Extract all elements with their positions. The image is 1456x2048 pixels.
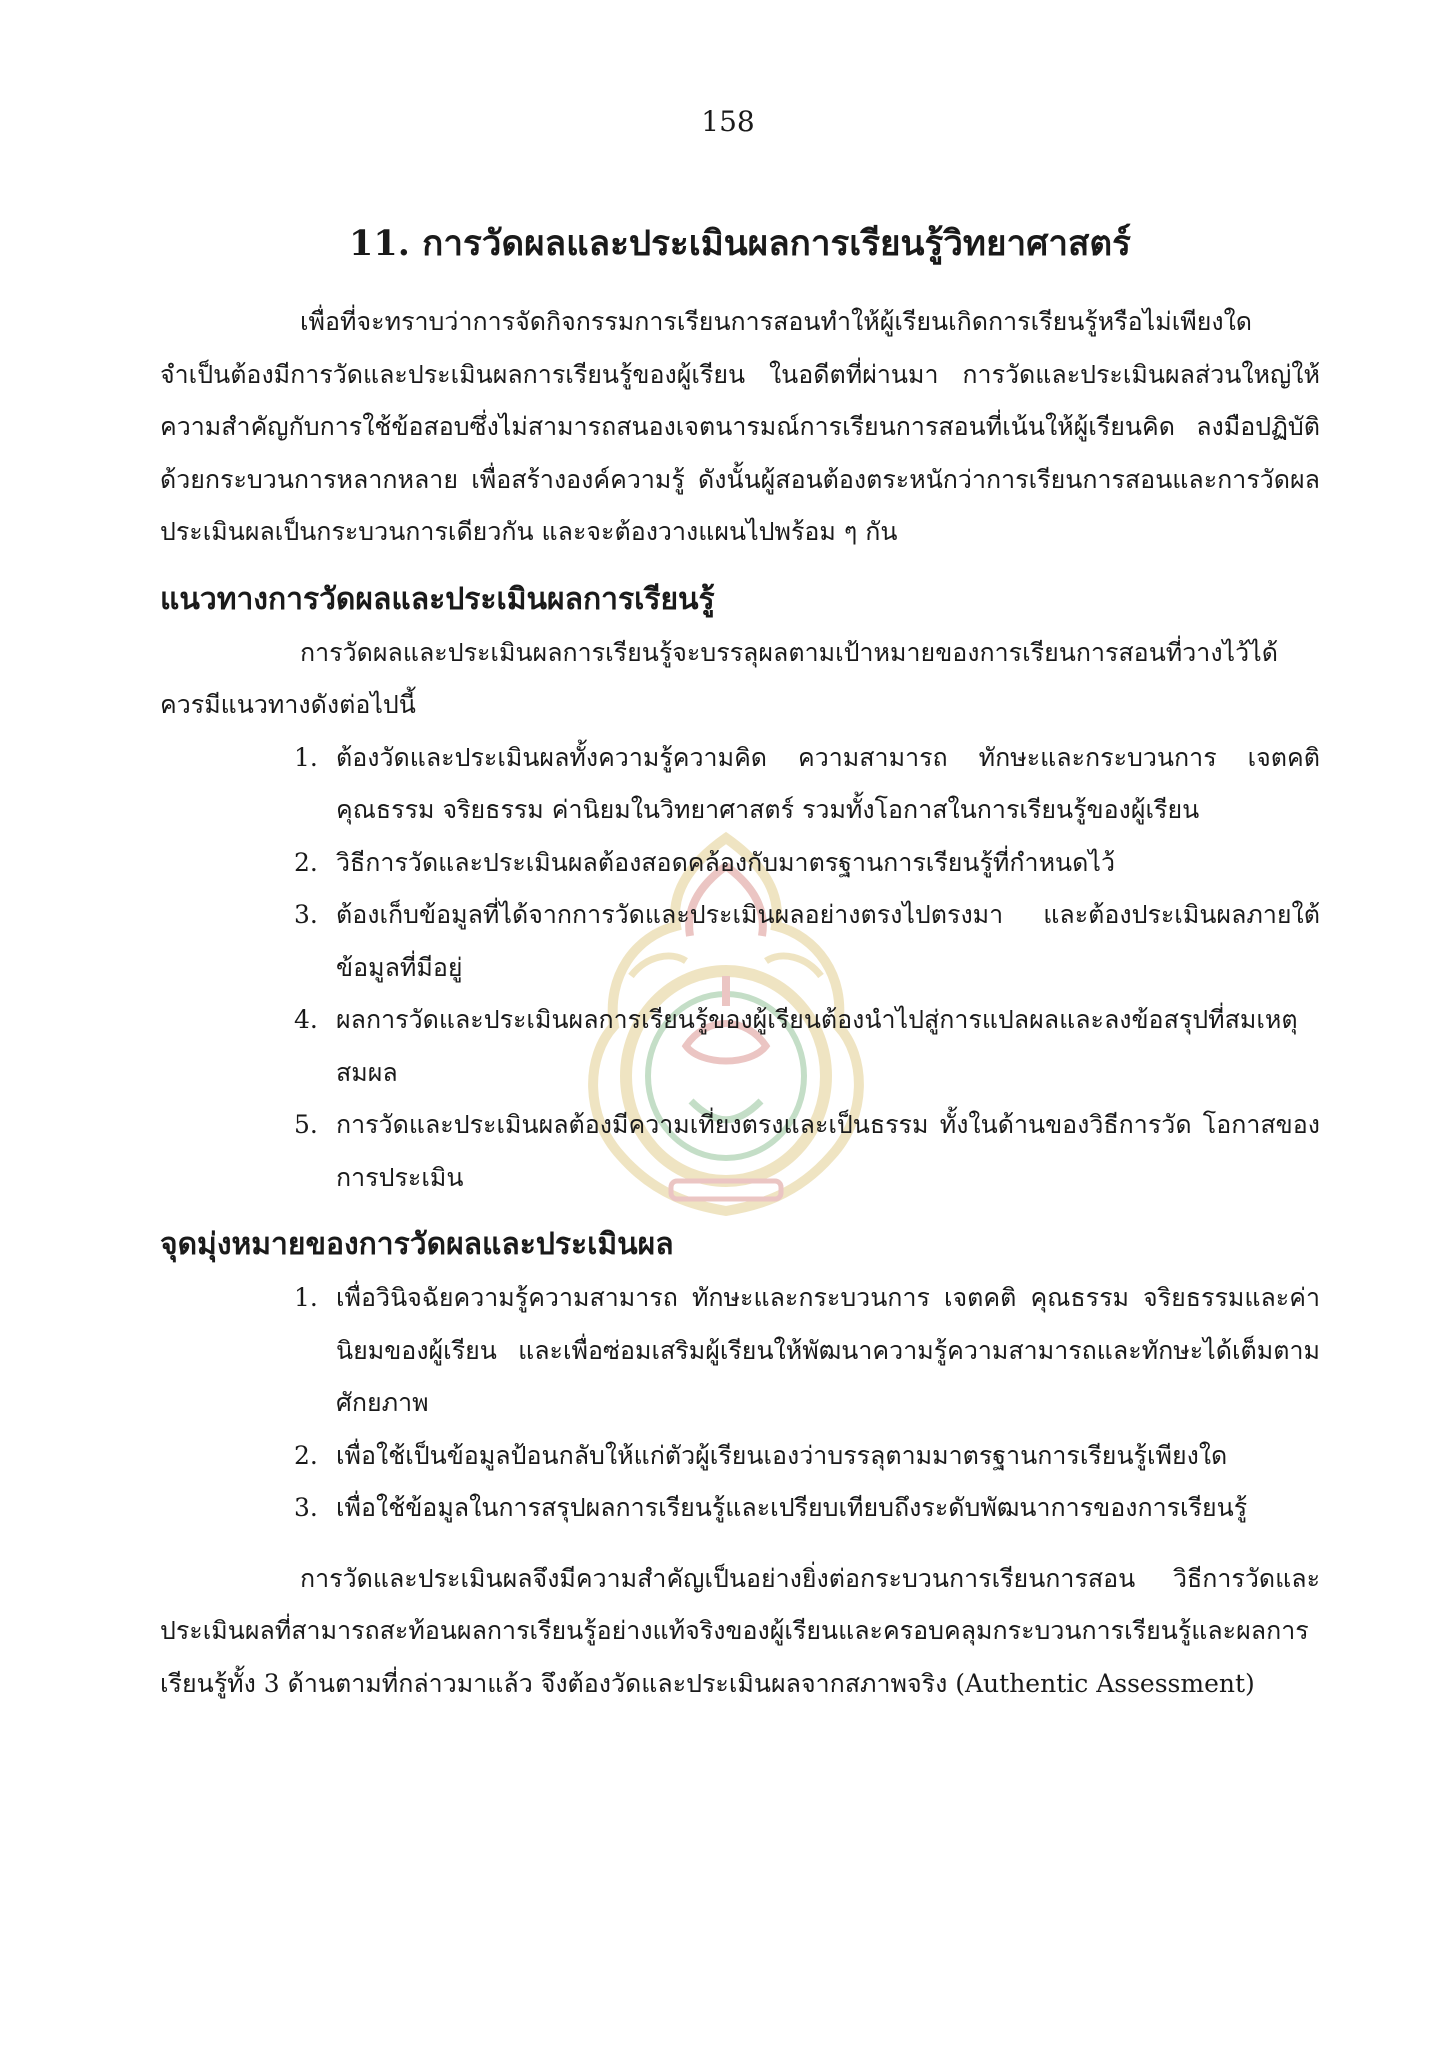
list-item: [294, 837, 1320, 890]
list-item: [294, 994, 1320, 1099]
list-item-text: เพื่อใช้เป็นข้อมูลป้อนกลับให้แก่ตัวผู้เรียนเองว่าบรรลุตามมาตรฐานการเรียนรู้เพียงใด: [336, 1440, 1228, 1470]
list-item-number: 2.: [294, 847, 318, 877]
list-item: [294, 1099, 1320, 1204]
list-item-text: เพื่อวินิจฉัยความรู้ความสามารถ ทักษะและกระบวนการ เจตคติ คุณธรรม จริยธรรมและค่านิยมของผู้เรียน และเพื่อซ่อมเสริมผู้เรียนให้พัฒนาความรู้ความสามารถและทักษะได้เต็มตามศักยภาพ: [336, 1283, 1320, 1417]
guidelines-intro-paragraph: การวัดผลและประเมินผลการเรียนรู้จะบรรลุผลตามเป้าหมายของการเรียนการสอนที่วางไว้ได้ ควรมีแนวทางดังต่อไปนี้: [160, 637, 1278, 719]
list-item-text: ต้องวัดและประเมินผลทั้งความรู้ความคิด ความสามารถ ทักษะและกระบวนการ เจตคติ คุณธรรม จริยธรรม ค่านิยมในวิทยาศาสตร์ รวมทั้งโอกาสในการเรียนรู้ของผู้เรียน: [336, 742, 1320, 824]
objectives-list: [160, 1272, 1320, 1535]
list-item-number: 3.: [294, 900, 318, 929]
list-item-text: ผลการวัดและประเมินผลการเรียนรู้ของผู้เรียนต้องนำไปสู่การแปลผลและลงข้อสรุปที่สมเหตุสมผล: [336, 1005, 1298, 1087]
list-item-text: การวัดและประเมินผลต้องมีความเที่ยงตรงและเป็นธรรม ทั้งในด้านของวิธีการวัด โอกาสของการประเมิน: [336, 1110, 1320, 1192]
objectives-heading: จุดมุ่งหมายของการวัดผลและประเมินผล: [160, 1227, 674, 1262]
intro-paragraph: เพื่อที่จะทราบว่าการจัดกิจกรรมการเรียนการสอนทำให้ผู้เรียนเกิดการเรียนรู้หรือไม่เพียงใด จำเป็นต้องมีการวัดและประเมินผลการเรียนรู้ของผู้เรียน ในอดีตที่ผ่านมา การวัดและประเมินผลส่วนใหญ่ให้ความสำคัญกับการใช้ข้อสอบซึ่งไม่สามารถสนองเจตนารมณ์การเรียนการสอนที่เน้นให้ผู้เรียนคิด ลงมือปฏิบัติด้วยกระบวนการหลากหลาย เพื่อสร้างองค์ความรู้ ดังนั้นผู้สอนต้องตระหนักว่าการเรียนการสอนและการวัดผลประเมินผลเป็นกระบวนการเดียวกัน และจะต้องวางแผนไปพร้อม ๆ กัน: [160, 307, 1320, 546]
list-item-number: 2.: [294, 1440, 318, 1470]
guidelines-list: [160, 732, 1320, 1205]
list-item: [294, 1482, 1320, 1535]
list-item-text: ต้องเก็บข้อมูลที่ได้จากการวัดและประเมินผลอย่างตรงไปตรงมา และต้องประเมินผลภายใต้ข้อมูลที่มีอยู่: [336, 900, 1320, 982]
list-item: [294, 1272, 1320, 1430]
page-number: 158: [701, 105, 755, 138]
list-item-text: วิธีการวัดและประเมินผลต้องสอดคล้องกับมาตรฐานการเรียนรู้ที่กำหนดไว้: [336, 847, 1115, 877]
chapter-title: 11. การวัดผลและประเมินผลการเรียนรู้วิทยาศาสตร์: [349, 223, 1131, 264]
list-item-number: 4.: [294, 1005, 318, 1034]
section-spacer: [160, 1535, 1320, 1553]
list-item-number: 1.: [294, 742, 318, 772]
guidelines-heading: แนวทางการวัดผลและประเมินผลการเรียนรู้: [160, 581, 715, 617]
list-item-text: เพื่อใช้ข้อมูลในการสรุปผลการเรียนรู้และเปรียบเทียบถึงระดับพัฒนาการของการเรียนรู้: [336, 1493, 1248, 1522]
list-item: [294, 889, 1320, 994]
list-item: [294, 1430, 1320, 1483]
page-body: [160, 296, 1320, 1710]
list-item-number: 5.: [294, 1110, 318, 1139]
conclusion-paragraph: การวัดและประเมินผลจึงมีความสำคัญเป็นอย่างยิ่งต่อกระบวนการเรียนการสอน วิธีการวัดและประเมินผลที่สามารถสะท้อนผลการเรียนรู้อย่างแท้จริงของผู้เรียนและครอบคลุมกระบวนการเรียนรู้และผลการเรียนรู้ทั้ง 3 ด้านตามที่กล่าวมาแล้ว จึงต้องวัดและประเมินผลจากสภาพจริง (Authentic Assessment): [160, 1563, 1320, 1698]
list-item-number: 1.: [294, 1283, 318, 1312]
list-item-number: 3.: [294, 1493, 318, 1522]
list-item: [294, 732, 1320, 837]
